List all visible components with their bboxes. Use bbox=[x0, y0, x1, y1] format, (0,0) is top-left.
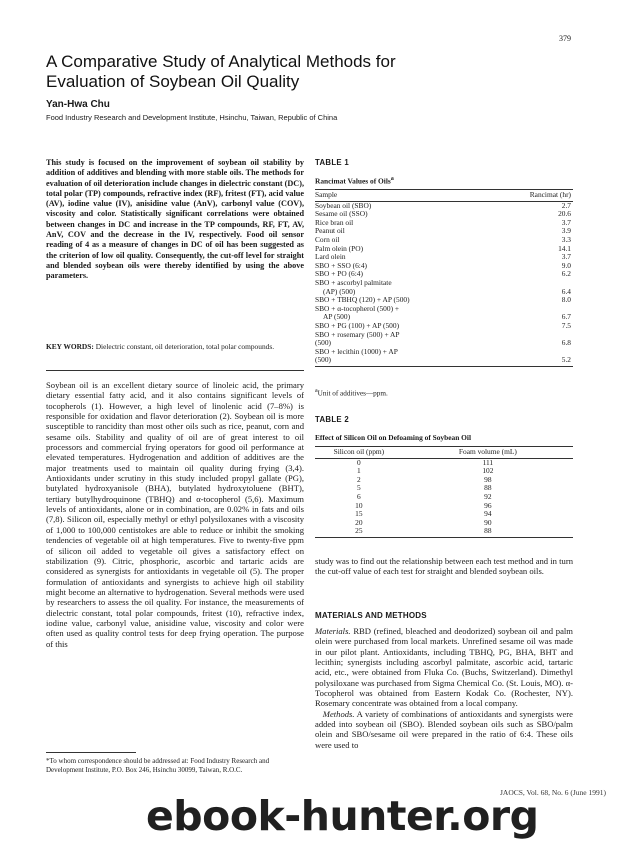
table2-cell-foam: 92 bbox=[484, 491, 492, 501]
keywords bbox=[46, 342, 304, 352]
table1-cell-rancimat: 5.2 bbox=[492, 356, 573, 366]
watermark: ebook-hunter.org bbox=[146, 792, 539, 840]
table1-cell-rancimat bbox=[492, 305, 573, 314]
keywords-text: Dielectric constant, oil deterioration, total polar compounds. bbox=[95, 342, 275, 351]
table1-cell-rancimat: 9.0 bbox=[561, 260, 571, 270]
table1-row bbox=[315, 331, 573, 340]
footnote-rule bbox=[46, 752, 136, 753]
table1-cell-sample: Peanut oil bbox=[315, 226, 345, 236]
table1-caption-footnote-mark: a bbox=[390, 176, 394, 182]
table2-cell-silicon: 20 bbox=[355, 517, 363, 527]
table2-row bbox=[315, 502, 573, 511]
table1-body bbox=[315, 201, 573, 366]
table2-row bbox=[315, 476, 573, 485]
table1-caption bbox=[315, 176, 394, 185]
table2-body bbox=[315, 458, 573, 537]
table1-cell-rancimat: 14.1 bbox=[558, 243, 571, 253]
table1-cell-sample: Sesame oil (SSO) bbox=[315, 209, 368, 219]
table1-cell-rancimat: 6.8 bbox=[561, 338, 571, 348]
table2-cell-silicon: 6 bbox=[357, 491, 361, 501]
materials-methods-text bbox=[315, 626, 573, 750]
table2-cell-silicon: 10 bbox=[355, 500, 363, 510]
table1-cell-rancimat: 3.7 bbox=[561, 217, 571, 227]
page-number: 379 bbox=[559, 34, 571, 43]
table1-cell-rancimat: 6.2 bbox=[561, 269, 571, 279]
table1-label: TABLE 1 bbox=[315, 158, 350, 167]
table1-row bbox=[315, 348, 573, 357]
abstract-divider bbox=[46, 370, 304, 371]
methods-text: A variety of combinations of antioxidants and synergists were added into soybean oil (SBO). Blended soybean oils such as SBO/palm olein and SBO/sesame oil were prepared in the ratio of 6:4. These oils were used to bbox=[315, 708, 573, 750]
materials-label: Materials. bbox=[315, 626, 351, 636]
table2-cell-silicon: 25 bbox=[315, 527, 403, 537]
table2-row bbox=[315, 519, 573, 528]
article-title: A Comparative Study of Analytical Methods for Evaluation of Soybean Oil Quality bbox=[46, 52, 396, 91]
table1-footnote-text: Unit of additives—ppm. bbox=[317, 389, 388, 398]
table1-cell-sample: Soybean oil (SBO) bbox=[315, 200, 372, 210]
table2-row bbox=[315, 493, 573, 502]
table2-silicon-oil bbox=[315, 446, 573, 538]
table2-cell-foam: 96 bbox=[484, 500, 492, 510]
table1-cell-rancimat: 3.7 bbox=[561, 252, 571, 262]
table1-cell-rancimat: 6.4 bbox=[561, 286, 571, 296]
table1-cell-rancimat: 6.7 bbox=[561, 312, 571, 322]
table1-cell-sample: SBO + SSO (6:4) bbox=[315, 260, 368, 270]
journal-footer: JAOCS, Vol. 68, No. 6 (June 1991) bbox=[500, 788, 606, 797]
table1-cell-sample: SBO + ascorbyl palmitate bbox=[315, 277, 392, 287]
table1-cell-sample: Palm olein (PO) bbox=[315, 243, 364, 253]
table2-row bbox=[315, 467, 573, 476]
table1-cell-sample: SBO + PO (6:4) bbox=[315, 269, 363, 279]
table2-row bbox=[315, 458, 573, 467]
table1-cell-sample: (500) bbox=[315, 356, 492, 366]
table2-row bbox=[315, 510, 573, 519]
table1-cell-sample: SBO + TBHQ (120) + AP (500) bbox=[315, 295, 410, 305]
introduction-text: Soybean oil is an excellent dietary source of linoleic acid, the primary dietary essential fatty acid, and it also contains significant levels of tocopherols (1). However, a high level of linolenic acid (7–8%) is responsible for oxidation and flavor deterioration (2). Soybean oil is more susceptible to rancidity than most other oils such as rice, peanut, corn and sesame oils. Stability and quality of oil are of great interest to oil processors and commercial frying operators for good oil performance at elevated temperatures. Hydrogenation and addition of additives are the major treatments used to maintain oil quality during frying (3,4). Antioxidants under scrutiny in this study included propyl gallate (PG), butylated hydroxyanisole (BHA), butylated hydroxytoluene (BHT), tertiary butylhydroquinone (TBHQ) and α-tocopherol (5,6). Maximum levels of antioxidants, alone or in combination, are 0.02% in fats and oils (7,8). Silicon oil, especially methyl or ethyl polysiloxanes with a viscosity of 1,000 to 100,000 centistokes are able to reduce or inhibit the smoking tendencies of vegetable oil at high temperatures. Five to twenty-five ppm of silicon oil added to vegetable oil gives a satisfactory effect on stabilization (9). Citric, phosphoric, ascorbic and tartaric acids are considered as synergists for antioxidants in vegetable oil (5). The proper formulation of antioxidants and synergists to achieve high oil stability might become an alternative to hydrogenation. Several methods were used by researchers to assess the oil quality. For instance, the measurements of dielectric constant, total polar compounds, fritest (10), refractive index, iodine value, carbonyl value, anisidine value, viscosity and color were often used as quality control tests for deep frying operation. The purpose of this bbox=[46, 380, 304, 649]
table1-cell-rancimat bbox=[492, 331, 573, 340]
table1-col-rancimat: Rancimat (hr) bbox=[492, 190, 573, 202]
table1-cell-sample: (AP) (500) bbox=[323, 286, 356, 296]
table2-cell-silicon: 2 bbox=[357, 474, 361, 484]
table2-cell-foam: 90 bbox=[484, 517, 492, 527]
table1-cell-rancimat bbox=[492, 279, 573, 288]
table1-rancimat bbox=[315, 189, 573, 367]
table1-cell-sample: SBO + α-tocopherol (500) + bbox=[315, 303, 400, 313]
table1-cell-rancimat: 7.5 bbox=[561, 320, 571, 330]
purpose-text: study was to find out the relationship between each test method and in turn the cut-off value of each test for straight and blended soybean oils. bbox=[315, 556, 573, 577]
table2-cell-foam: 98 bbox=[484, 474, 492, 484]
table1-cell-sample: SBO + PG (100) + AP (500) bbox=[315, 320, 400, 330]
table1-cell-rancimat: 8.0 bbox=[561, 295, 571, 305]
table1-cell-rancimat: 3.3 bbox=[561, 234, 571, 244]
table2-cell-foam: 102 bbox=[482, 466, 494, 476]
table1-cell-rancimat: 3.9 bbox=[561, 226, 571, 236]
keywords-label: KEY WORDS: bbox=[46, 342, 94, 351]
table1-row bbox=[315, 219, 573, 228]
table1-cell-sample: Lard olein bbox=[315, 252, 346, 262]
table2-caption: Effect of Silicon Oil on Defoaming of Soybean Oil bbox=[315, 433, 472, 442]
methods-label: Methods. bbox=[322, 708, 355, 719]
table2-cell-silicon: 0 bbox=[357, 457, 361, 467]
table1-cell-sample: (500) bbox=[315, 338, 332, 348]
table2-cell-silicon: 15 bbox=[355, 509, 363, 519]
author-affiliation: Food Industry Research and Development Institute, Hsinchu, Taiwan, Republic of China bbox=[46, 113, 338, 122]
table2-col-foam: Foam volume (mL) bbox=[403, 447, 573, 459]
abstract: This study is focused on the improvement of soybean oil stability by addition of additives and blending with more stable oils. The methods for evaluation of oil deterioration include changes in dielectric constant (DC), total polar (TP) compounds, refractive index (RF), fritest (FT), acid value (AV), iodine value (IV), anisidine value (AnV), carbonyl value (COV), viscosity and color. Statistically significant correlations were obtained between changes in DC and increase in the TP compounds, RF, FT, AV, AnV, COV and the decrease in the IV, respectively. Food oil sensor reading of 4 as a measure of changes in DC of oil has been suggested as the criterion of low oil quality. Consequently, the cut-off level for straight and blended soybean oils were thereby identified by using the above parameters. bbox=[46, 158, 304, 281]
table2-row bbox=[315, 484, 573, 493]
table1-cell-rancimat: 20.6 bbox=[558, 209, 571, 219]
table1-cell-sample: Corn oil bbox=[315, 234, 340, 244]
table1-row bbox=[315, 227, 573, 236]
table1-cell-sample: SBO + rosemary (500) + AP bbox=[315, 329, 400, 339]
table2-cell-foam: 88 bbox=[484, 483, 492, 493]
table1-footnote bbox=[315, 388, 388, 397]
table1-caption-text: Rancimat Values of Oils bbox=[315, 176, 391, 186]
table2-cell-foam: 94 bbox=[484, 509, 492, 519]
table1-col-sample: Sample bbox=[315, 190, 492, 202]
table1-row bbox=[315, 356, 573, 366]
table2-header-row bbox=[315, 447, 573, 459]
table1-cell-sample: Rice bran oil bbox=[315, 217, 354, 227]
table1-cell-rancimat: 2.7 bbox=[561, 200, 571, 210]
table1-cell-sample: SBO + lecithin (1000) + AP bbox=[315, 346, 398, 356]
table2-cell-silicon: 5 bbox=[357, 483, 361, 493]
table2-cell-silicon: 1 bbox=[357, 466, 361, 476]
table2-label: TABLE 2 bbox=[315, 415, 350, 424]
materials-text: RBD (refined, bleached and deodorized) soybean oil and palm olein were purchased from local markets. Unrefined sesame oil was made in our pilot plant. Antioxidants, including TBHQ, PG, BHA, BHT and lecithin; synergists including ascorbyl palmitate, ascorbic acid, tartaric acid, etc., were obtained from Fluka Co. (Buchs, Switzerland). Dimethyl polysiloxane was purchased from Sigma Chemical Co. (St. Louis, MO). α-Tocopherol was obtained from Eastern Kodak Co. (Rochester, NY). Rosemary concentrate was obtained from a local company. bbox=[315, 626, 573, 709]
table1-row bbox=[315, 210, 573, 219]
table1-header-row bbox=[315, 190, 573, 202]
author-name: Yan-Hwa Chu bbox=[46, 99, 110, 110]
table1-row bbox=[315, 305, 573, 314]
section-heading-materials-methods: MATERIALS AND METHODS bbox=[315, 611, 427, 620]
table2-col-silicon: Silicon oil (ppm) bbox=[315, 447, 403, 459]
table1-row bbox=[315, 245, 573, 254]
table1-cell-rancimat bbox=[492, 348, 573, 357]
table2-row bbox=[315, 527, 573, 537]
correspondence-footnote: *To whom correspondence should be addressed at: Food Industry Research and Development Institute, P.O. Box 246, Hsinchu 30099, Taiwan, R.O.C. bbox=[46, 757, 270, 774]
table1-footnote-mark: a bbox=[315, 388, 318, 394]
table1-cell-sample: AP (500) bbox=[323, 312, 351, 322]
table2-cell-foam: 88 bbox=[403, 527, 573, 537]
table2-cell-foam: 111 bbox=[482, 457, 494, 467]
